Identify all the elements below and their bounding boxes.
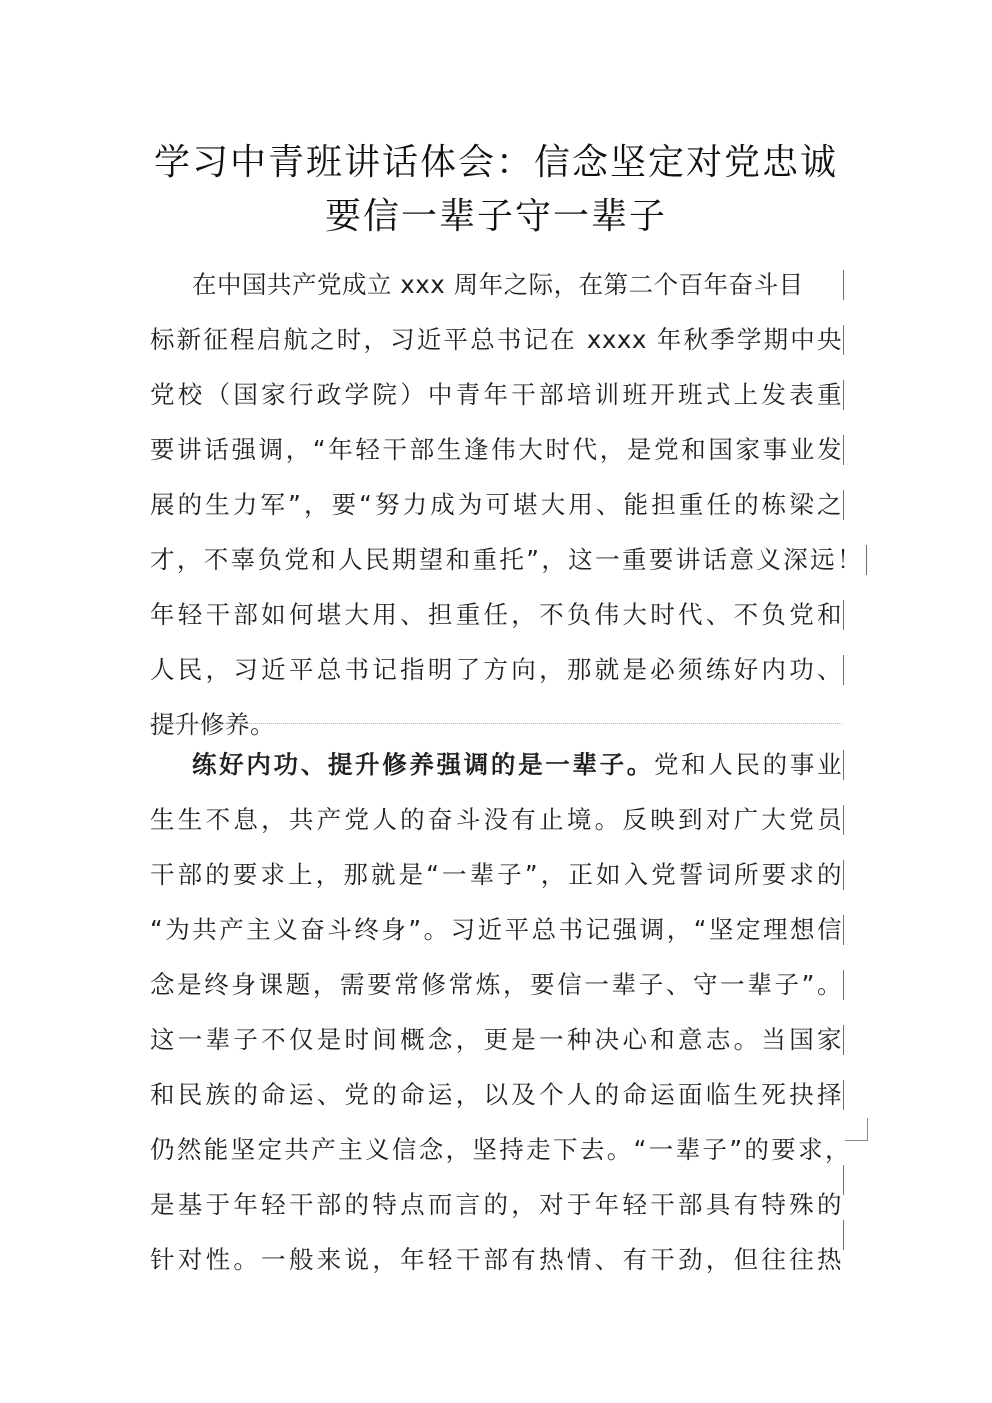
paragraph-line-rest: 党和人民的事业 (653, 750, 843, 779)
paragraph-2 (150, 745, 850, 1274)
paragraph-line: 这一辈子不仅是时间概念，更是一种决心和意志。当国家 (150, 1025, 842, 1054)
line-end-mark (843, 600, 844, 630)
line-end-mark (843, 1220, 844, 1250)
document-title-line-1: 学习中青班讲话体会：信念坚定对党忠诚 (153, 142, 838, 183)
line-end-mark (843, 1165, 844, 1195)
document-title-line-2: 要信一辈子守一辈子 (324, 196, 667, 237)
line-end-mark (843, 750, 844, 780)
line-end-mark (843, 1080, 844, 1110)
line-end-mark (843, 490, 844, 520)
line-end-mark (843, 915, 844, 945)
paragraph-lead-sentence: 练好内功、提升修养强调的是一辈子。 (192, 750, 654, 779)
paragraph-line: 要讲话强调，“年轻干部生逢伟大时代，是党和国家事业发 (150, 435, 842, 464)
line-end-mark (843, 325, 844, 355)
paragraph-line: “为共产主义奋斗终身”。习近平总书记强调，“坚定理想信 (150, 915, 842, 944)
paragraph-line: 针对性。一般来说，年轻干部有热情、有干劲，但往往热 (150, 1245, 842, 1274)
paragraph-line: 干部的要求上，那就是“一辈子”，正如入党誓词所要求的 (150, 860, 842, 889)
paragraph-line: 党校（国家行政学院）中青年干部培训班开班式上发表重 (150, 380, 842, 409)
line-end-mark (843, 435, 844, 465)
paragraph-line: 是基于年轻干部的特点而言的，对于年轻干部具有特殊的 (150, 1190, 842, 1219)
paragraph-line: 和民族的命运、党的命运，以及个人的命运面临生死抉择 (150, 1080, 842, 1109)
line-end-mark (843, 970, 844, 1000)
paragraph-line: 念是终身课题，需要常修常炼，要信一辈子、守一辈子”。 (150, 970, 842, 999)
line-end-mark (843, 380, 844, 410)
line-end-mark (843, 860, 844, 890)
paragraph-divider (150, 723, 842, 724)
line-end-mark (843, 655, 844, 685)
paragraph-line: 人民，习近平总书记指明了方向，那就是必须练好内功、 (150, 655, 842, 684)
paragraph-line: 才，不辜负党和人民期望和重托”，这一重要讲话意义深远！ (150, 545, 862, 574)
line-end-corner-mark (845, 1118, 868, 1141)
line-end-mark (866, 545, 867, 575)
paragraph-line: 年轻干部如何堪大用、担重任，不负伟大时代、不负党和 (150, 600, 842, 629)
line-end-mark (843, 1025, 844, 1055)
paragraph-first-line (192, 745, 842, 785)
paragraph-line: 生生不息，共产党人的奋斗没有止境。反映到对广大党员 (150, 805, 842, 834)
line-end-mark (843, 805, 844, 835)
paragraph-line: 展的生力军”，要“努力成为可堪大用、能担重任的栋梁之 (150, 490, 842, 519)
paragraph-line: 在中国共产党成立 xxx 周年之际，在第二个百年奋斗目 (192, 270, 804, 299)
paragraph-line: 仍然能坚定共产主义信念，坚持走下去。“一辈子”的要求， (150, 1135, 850, 1164)
paragraph-1 (150, 265, 862, 739)
paragraph-line: 提升修养。 (150, 710, 275, 739)
paragraph-line: 标新征程启航之时，习近平总书记在 xxxx 年秋季学期中央 (150, 325, 842, 354)
line-end-mark (843, 270, 844, 300)
